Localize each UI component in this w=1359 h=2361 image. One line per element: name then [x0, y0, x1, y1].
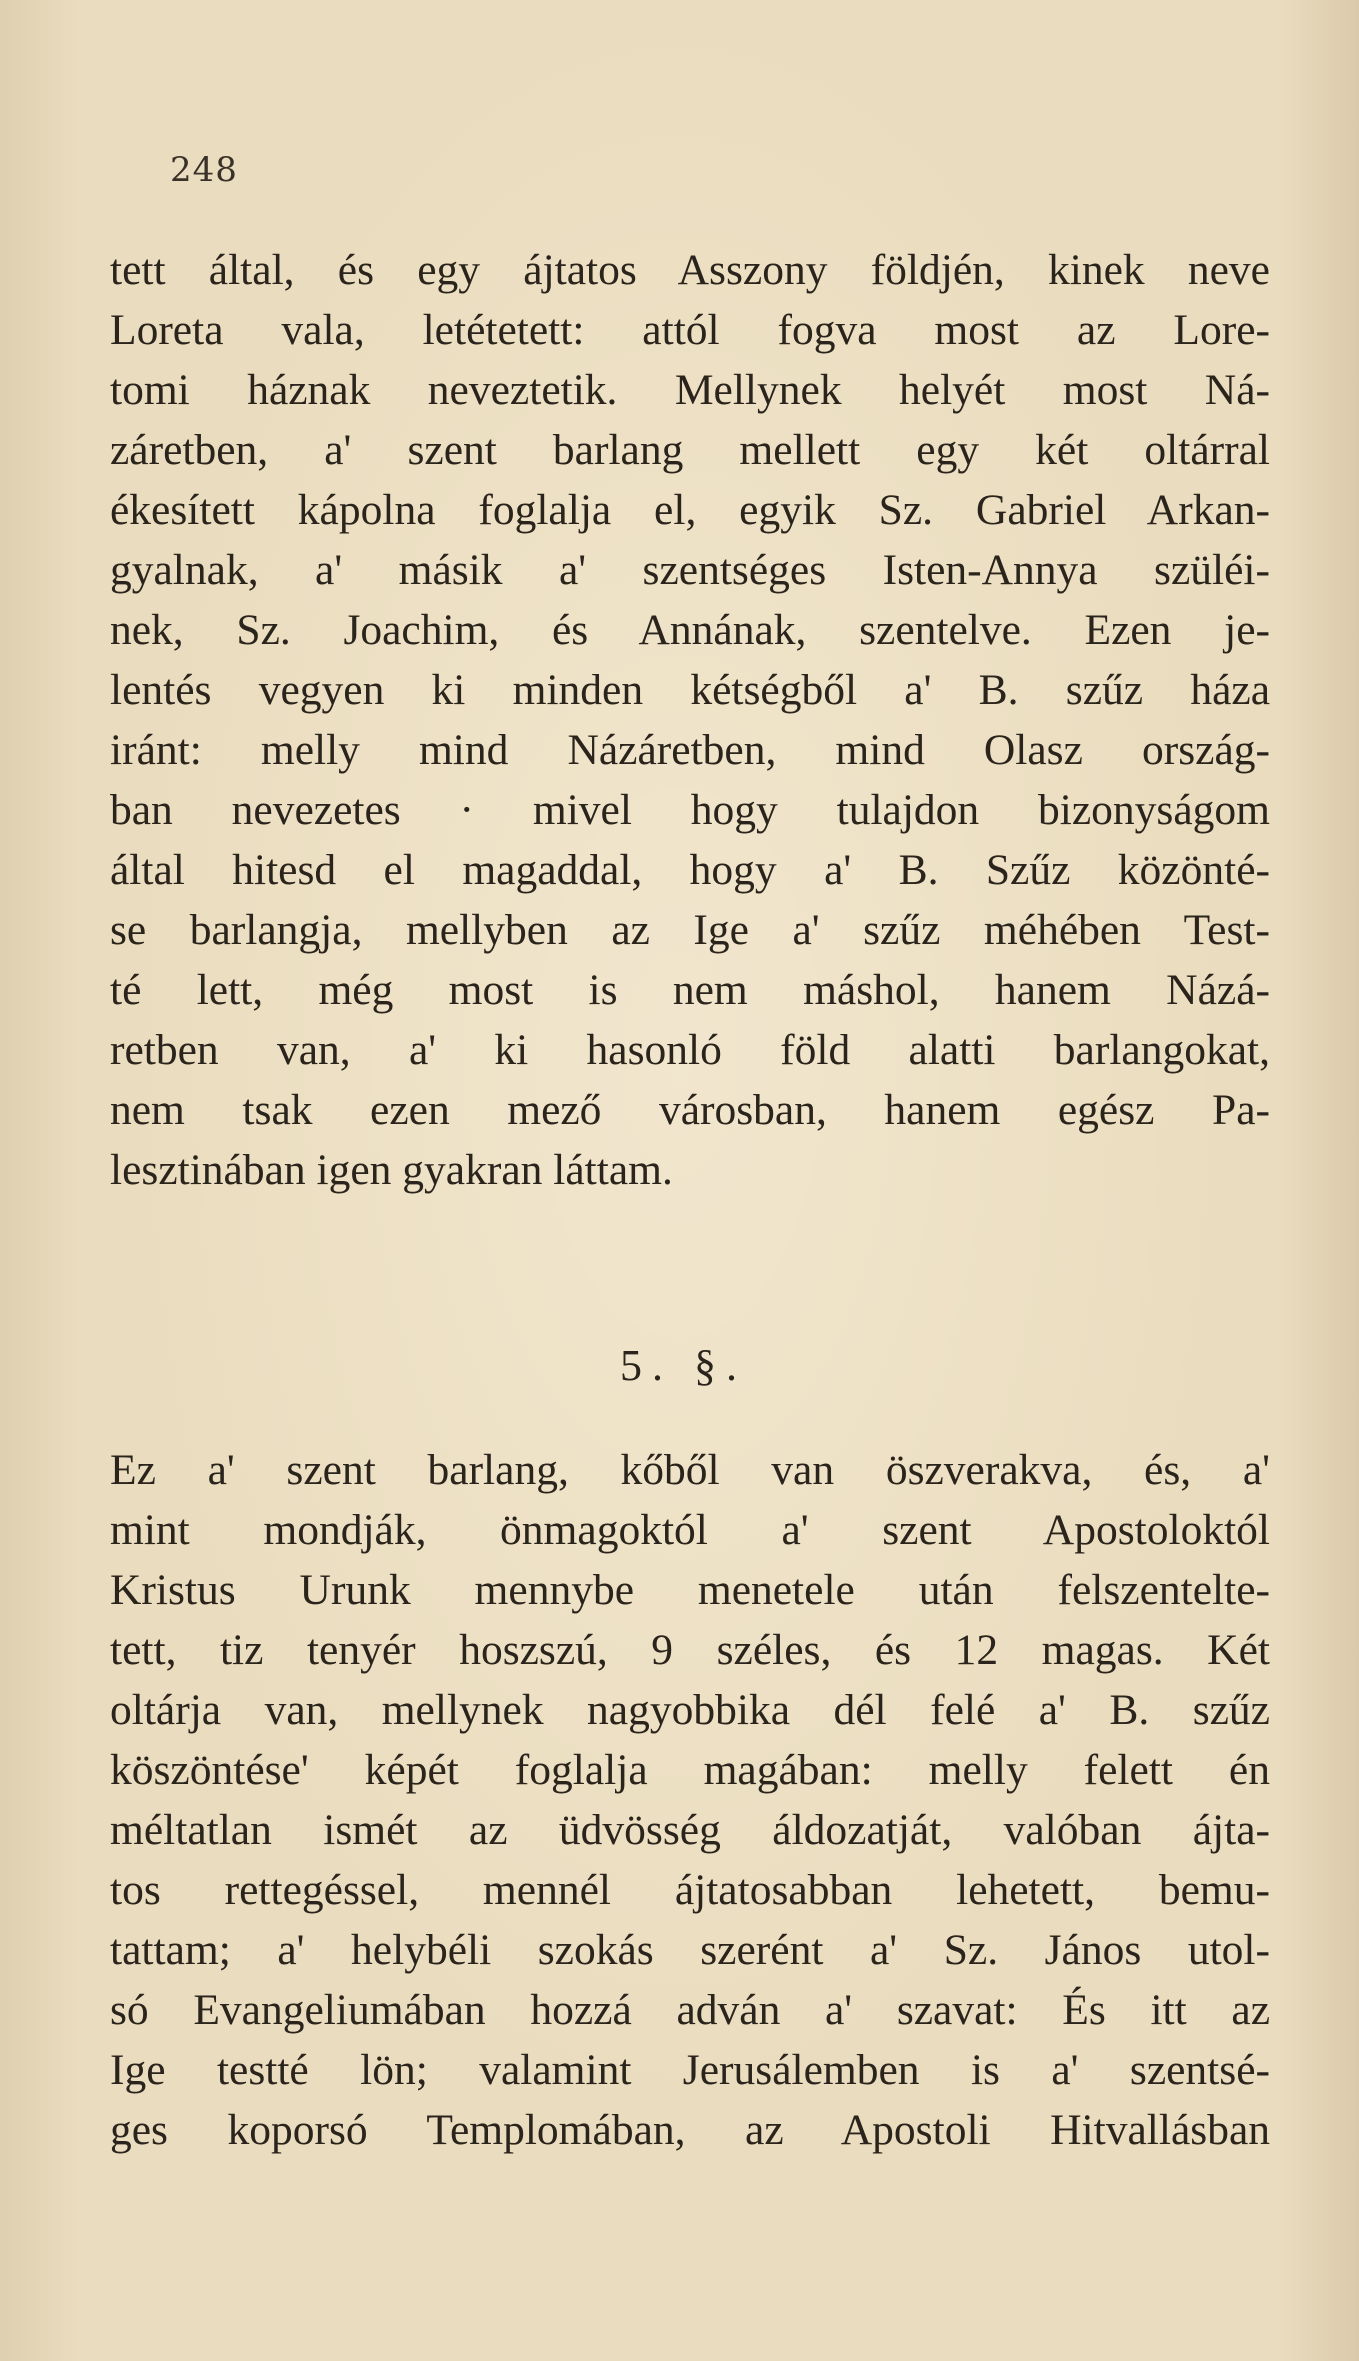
text-line: lesztinában igen gyakran láttam.	[110, 1146, 673, 1194]
text-line: ban nevezetes · mivel hogy tulajdon bizonyságom	[110, 786, 1270, 834]
text-line: Loreta vala, letétetett: attól fogva most az Lore-	[110, 306, 1270, 354]
text-line: köszöntése' képét foglalja magában: melly felett én	[110, 1746, 1270, 1794]
text-line: oltárja van, mellynek nagyobbika dél felé a' B. szűz	[110, 1686, 1270, 1734]
text-line: mint mondják, önmagoktól a' szent Apostoloktól	[110, 1506, 1270, 1554]
paragraph-1	[110, 240, 1270, 1200]
text-line: té lett, még most is nem máshol, hanem Názá-	[110, 966, 1270, 1014]
text-line: méltatlan ismét az üdvösség áldozatját, valóban ájta-	[110, 1806, 1270, 1854]
text-line: gyalnak, a' másik a' szentséges Isten-Annya szüléi-	[110, 546, 1270, 594]
text-line: záretben, a' szent barlang mellett egy két oltárral	[110, 426, 1270, 474]
text-line: tos rettegéssel, mennél ájtatosabban lehetett, bemu-	[110, 1866, 1270, 1914]
text-line: nem tsak ezen mező városban, hanem egész Pa-	[110, 1086, 1270, 1134]
text-line: tett által, és egy ájtatos Asszony földjén, kinek neve	[110, 246, 1270, 294]
text-line: ékesített kápolna foglalja el, egyik Sz. Gabriel Arkan-	[110, 486, 1270, 534]
text-line: ges koporsó Templomában, az Apostoli Hitvallásban	[110, 2106, 1270, 2154]
text-line: retben van, a' ki hasonló föld alatti barlangokat,	[110, 1026, 1270, 1074]
text-line: által hitesd el magaddal, hogy a' B. Szűz közönté-	[110, 846, 1270, 894]
text-line: Ez a' szent barlang, kőből van öszverakva, és, a'	[110, 1446, 1270, 1494]
paragraph-2	[110, 1440, 1270, 2160]
text-line: iránt: melly mind Názáretben, mind Olasz ország-	[110, 726, 1270, 774]
text-line: tett, tiz tenyér hoszszú, 9 széles, és 12 magas. Két	[110, 1626, 1270, 1674]
section-heading: 5. §.	[620, 1341, 747, 1390]
text-line: só Evangeliumában hozzá adván a' szavat: És itt az	[110, 1986, 1270, 2034]
text-line: se barlangja, mellyben az Ige a' szűz méhében Test-	[110, 906, 1270, 954]
text-line: tomi háznak neveztetik. Mellynek helyét most Ná-	[110, 366, 1270, 414]
text-line: Ige testté lön; valamint Jerusálemben is a' szentsé-	[110, 2046, 1270, 2094]
text-line: nek, Sz. Joachim, és Annának, szentelve. Ezen je-	[110, 606, 1270, 654]
page-number: 248	[170, 150, 238, 190]
text-line: Kristus Urunk mennybe menetele után felszentelte-	[110, 1566, 1270, 1614]
text-line: tattam; a' helybéli szokás szerént a' Sz. János utol-	[110, 1926, 1270, 1974]
text-line: lentés vegyen ki minden kétségből a' B. szűz háza	[110, 666, 1270, 714]
